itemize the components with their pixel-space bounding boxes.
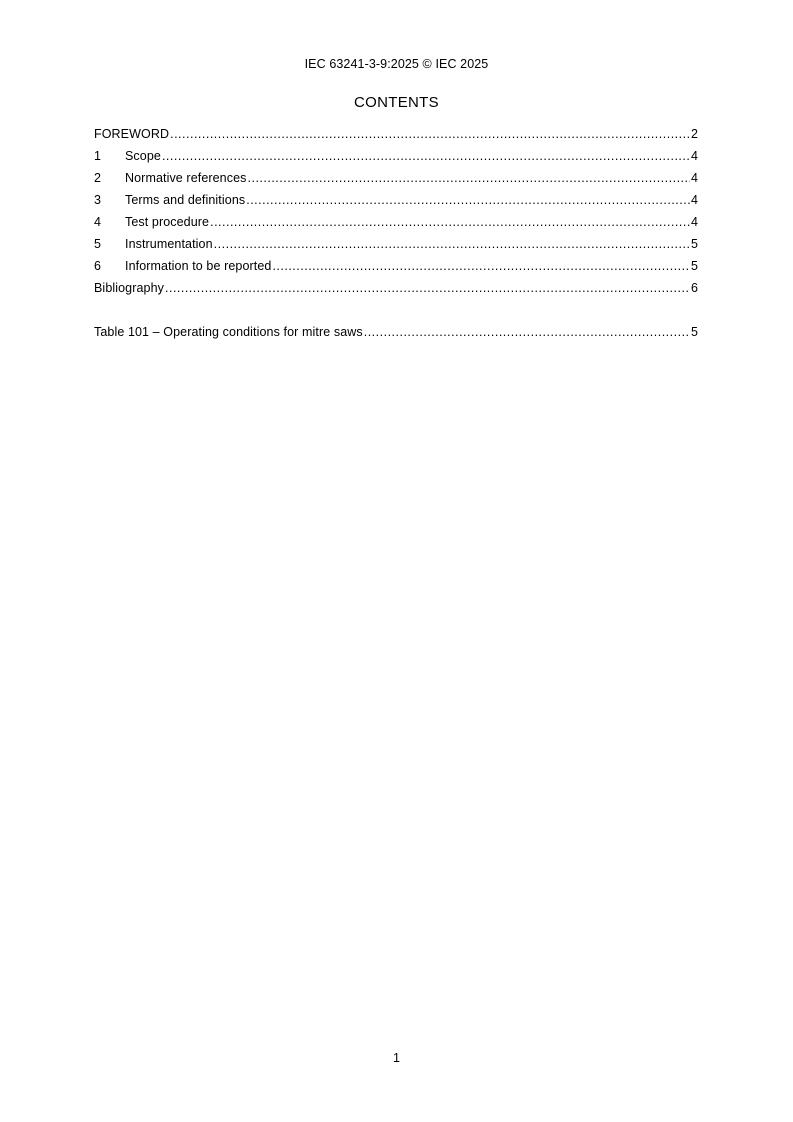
document-header: IEC 63241-3-9:2025 © IEC 2025 — [304, 57, 489, 71]
toc-entry-page: 5 — [690, 237, 698, 251]
dot-leader — [246, 193, 690, 208]
toc-entry-title: Bibliography — [94, 281, 164, 295]
toc-entry-title: FOREWORD — [94, 127, 170, 141]
toc-entry-page: 4 — [690, 171, 698, 185]
dot-leader — [248, 171, 690, 186]
toc-entry-page: 5 — [690, 259, 698, 273]
dot-leader — [165, 281, 690, 296]
toc-entry-test-procedure[interactable] — [94, 215, 698, 237]
toc-entry-number: 6 — [94, 259, 102, 273]
toc-entry-title: Instrumentation — [125, 237, 213, 251]
dot-leader — [170, 127, 690, 142]
toc-entry-instrumentation[interactable] — [94, 237, 698, 259]
toc-entry-number: 1 — [94, 149, 102, 163]
toc-entry-bibliography[interactable] — [94, 281, 698, 303]
toc-entry-title: Terms and definitions — [125, 193, 246, 207]
toc-entry-page: 4 — [690, 215, 698, 229]
toc-entry-title: Normative references — [125, 171, 247, 185]
toc-entry-page: 4 — [690, 193, 698, 207]
toc-entry-page: 6 — [690, 281, 698, 295]
dot-leader — [162, 149, 690, 164]
toc-entry-page: 4 — [690, 149, 698, 163]
dot-leader — [272, 259, 690, 274]
toc-entry-number: 5 — [94, 237, 102, 251]
toc-entry-number: 3 — [94, 193, 102, 207]
toc-entry-number: 2 — [94, 171, 102, 185]
toc-entry-information-to-be-reported[interactable] — [94, 259, 698, 281]
toc-entry-scope[interactable] — [94, 149, 698, 171]
toc-spacer — [94, 303, 698, 325]
toc-entry-title: Information to be reported — [125, 259, 272, 273]
toc-entry-title: Table 101 – Operating conditions for mitre saws — [94, 325, 363, 339]
toc-entry-terms-and-definitions[interactable] — [94, 193, 698, 215]
dot-leader — [364, 325, 690, 340]
toc-entry-foreword[interactable] — [94, 127, 698, 149]
table-of-contents — [94, 127, 698, 347]
dot-leader — [210, 215, 690, 230]
page-number: 1 — [393, 1051, 400, 1065]
contents-heading: CONTENTS — [354, 94, 439, 111]
toc-entry-table-101[interactable] — [94, 325, 698, 347]
toc-entry-page: 2 — [690, 127, 698, 141]
toc-entry-page: 5 — [690, 325, 698, 339]
dot-leader — [214, 237, 690, 252]
toc-entry-normative-references[interactable] — [94, 171, 698, 193]
toc-entry-title: Test procedure — [125, 215, 210, 229]
toc-entry-number: 4 — [94, 215, 102, 229]
toc-entry-title: Scope — [125, 149, 161, 163]
